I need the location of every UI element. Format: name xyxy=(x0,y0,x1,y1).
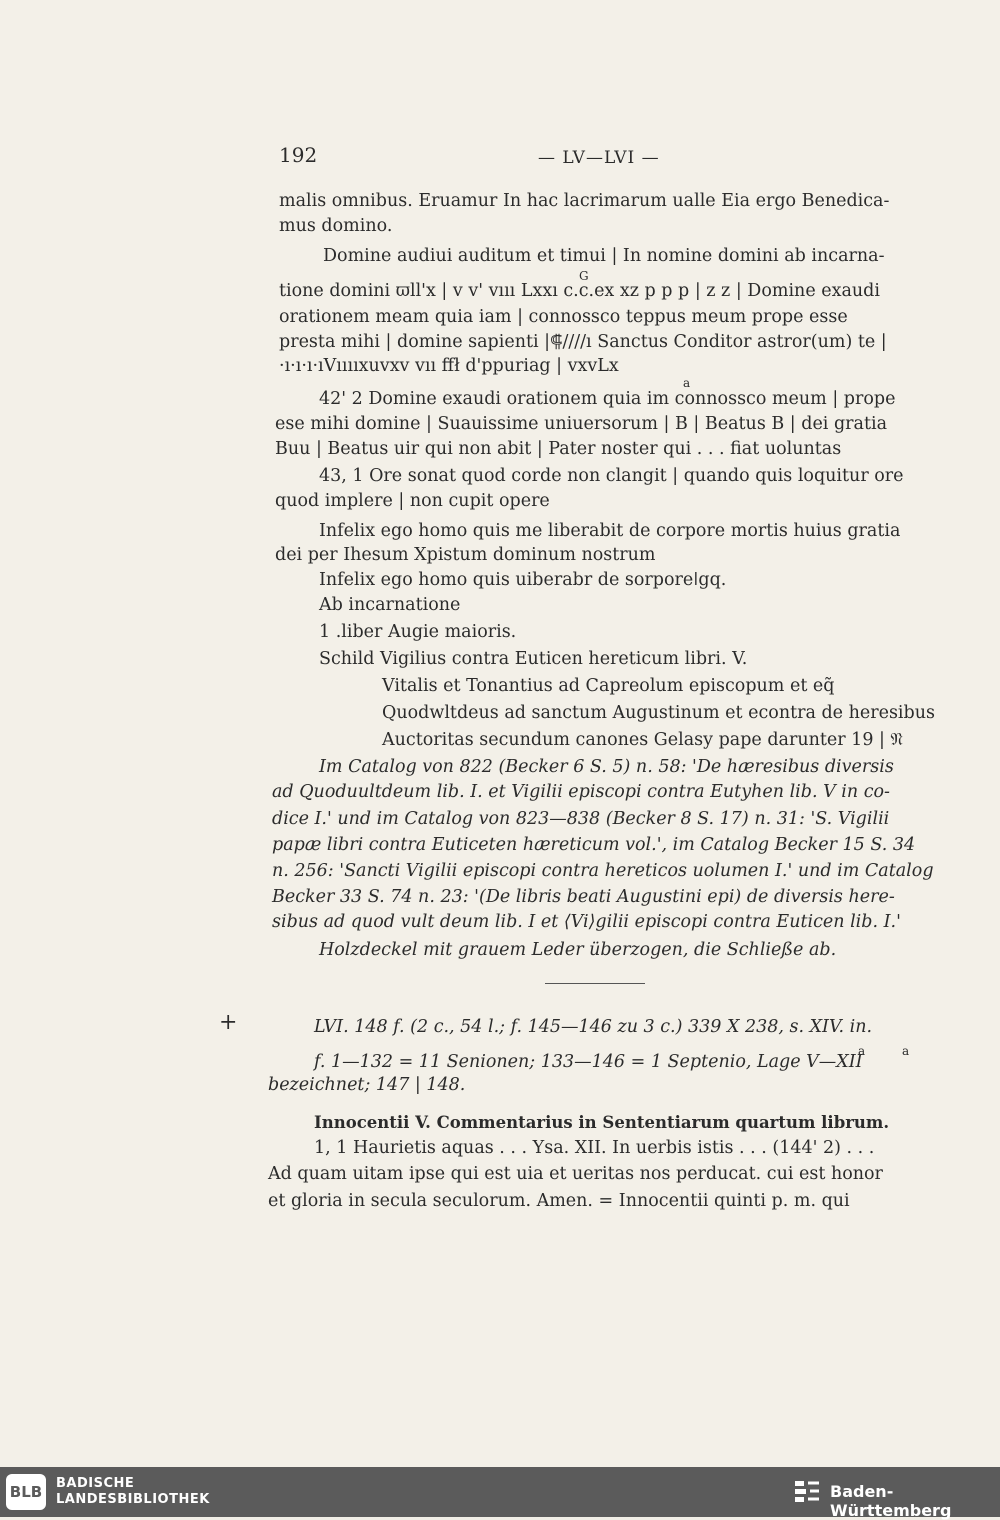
library-name-line1: BADISCHE xyxy=(56,1476,135,1491)
text-line: mus domino. xyxy=(279,216,393,236)
text-line: 42' 2 Domine exaudi orationem quia im connossco meum | prope xyxy=(319,389,896,409)
running-title: — LV—LVI — xyxy=(538,148,660,168)
text-line: et gloria in secula seculorum. Amen. = Innocentii quinti p. m. qui xyxy=(268,1191,850,1211)
work-title: Innocentii V. Commentarius in Sententiarum quartum librum. xyxy=(314,1113,890,1132)
page-number: 192 xyxy=(279,143,318,167)
text-line: presta mihi | domine sapienti |⸿////ı Sanctus Conditor astror(um) te | xyxy=(279,332,887,352)
state-name[interactable]: Baden-Württemberg xyxy=(830,1482,952,1520)
library-name xyxy=(56,1476,210,1508)
note-line: sibus ad quod vult deum lib. I et ⟨Vi⟩gilii episcopi contra Euticen lib. I.' xyxy=(272,912,901,932)
note-line: ad Quoduultdeum lib. I. et Vigilii episcopi contra Eutyhen lib. V in co- xyxy=(272,782,890,802)
footer-bar xyxy=(0,1467,1000,1520)
text-line: Infelix ego homo quis me liberabit de corpore mortis huius gratia xyxy=(319,521,901,541)
text-line: Infelix ego homo quis uiberabr de sorporeǀgq. xyxy=(319,570,727,590)
section-divider xyxy=(545,983,645,984)
library-name-line2: LANDESBIBLIOTHEK xyxy=(56,1492,210,1507)
note-line: Becker 33 S. 74 n. 23: '(De libris beati Augustini epi) de diversis here- xyxy=(272,887,895,907)
text-line: 1 .liber Augie maioris. xyxy=(319,622,517,642)
blb-logo[interactable]: BLB xyxy=(6,1474,46,1510)
state-crest-icon xyxy=(792,1477,822,1507)
text-line: Domine audiui auditum et timui | In nomine domini ab incarna- xyxy=(323,246,885,266)
text-line: Auctoritas secundum canones Gelasy pape darunter 19 | 𝔑 xyxy=(382,730,903,750)
superscript-mark: G xyxy=(579,269,589,283)
superscript-mark: a xyxy=(902,1044,910,1058)
text-line: tione domini ϖll'x | v v' vııı Lxxı c.c.ex xz p p p | z z | Domine exaudi xyxy=(279,281,880,301)
text-line: ese mihi domine | Suauissime uniuersorum | B | Beatus B | dei gratia xyxy=(275,414,888,434)
text-line: malis omnibus. Eruamur In hac lacrimarum ualle Eia ergo Benedica- xyxy=(279,191,890,211)
text-line: dei per Ihesum Xpistum dominum nostrum xyxy=(275,545,656,565)
superscript-mark: a xyxy=(858,1044,866,1058)
entry-header-line: f. 1—132 = 11 Senionen; 133—146 = 1 Septenio, Lage V—XII xyxy=(314,1052,863,1072)
text-line: Buu | Beatus uir qui non abit | Pater noster qui . . . fiat uoluntas xyxy=(275,439,842,459)
text-line: Quodwltdeus ad sanctum Augustinum et econtra de heresibus xyxy=(382,703,935,723)
text-line: ·ı·ı·ı·ıVııııxuvxv vıı ffł d'ppuriag | vxvLx xyxy=(279,356,619,376)
text-line: quod implere | non cupit opere xyxy=(275,491,550,511)
text-line: Ad quam uitam ipse qui est uia et ueritas nos perducat. cui est honor xyxy=(268,1164,883,1184)
text-line: 43, 1 Ore sonat quod corde non clangit | quando quis loquitur ore xyxy=(319,466,904,486)
text-line: orationem meam quia iam | connossco teppus meum prope esse xyxy=(279,307,848,327)
text-line: Schild Vigilius contra Euticen hereticum libri. V. xyxy=(319,649,748,669)
note-line: Im Catalog von 822 (Becker 6 S. 5) n. 58: 'De hæresibus diversis xyxy=(319,757,894,777)
text-line: Ab incarnatione xyxy=(319,595,461,615)
plus-mark: + xyxy=(219,1010,238,1035)
superscript-mark: a xyxy=(683,376,691,390)
note-line: dice I.' und im Catalog von 823—838 (Becker 8 S. 17) n. 31: 'S. Vigilii xyxy=(272,809,890,829)
note-line: Holzdeckel mit grauem Leder überzogen, die Schließe ab. xyxy=(319,940,837,960)
text-line: 1, 1 Haurietis aquas . . . Ysa. XII. In uerbis istis . . . (144' 2) . . . xyxy=(314,1138,875,1158)
text-line: Vitalis et Tonantius ad Capreolum episcopum et eq̃ xyxy=(382,676,835,696)
note-line: papæ libri contra Euticeten hæreticum vol.', im Catalog Becker 15 S. 34 xyxy=(272,835,916,855)
entry-header-line: LVI. 148 f. (2 c., 54 l.; f. 145—146 zu 3 c.) 339 X 238, s. XIV. in. xyxy=(314,1017,873,1037)
entry-header-line: bezeichnet; 147 | 148. xyxy=(268,1075,466,1095)
note-line: n. 256: 'Sancti Vigilii episcopi contra hereticos uolumen I.' und im Catalog xyxy=(272,861,934,881)
